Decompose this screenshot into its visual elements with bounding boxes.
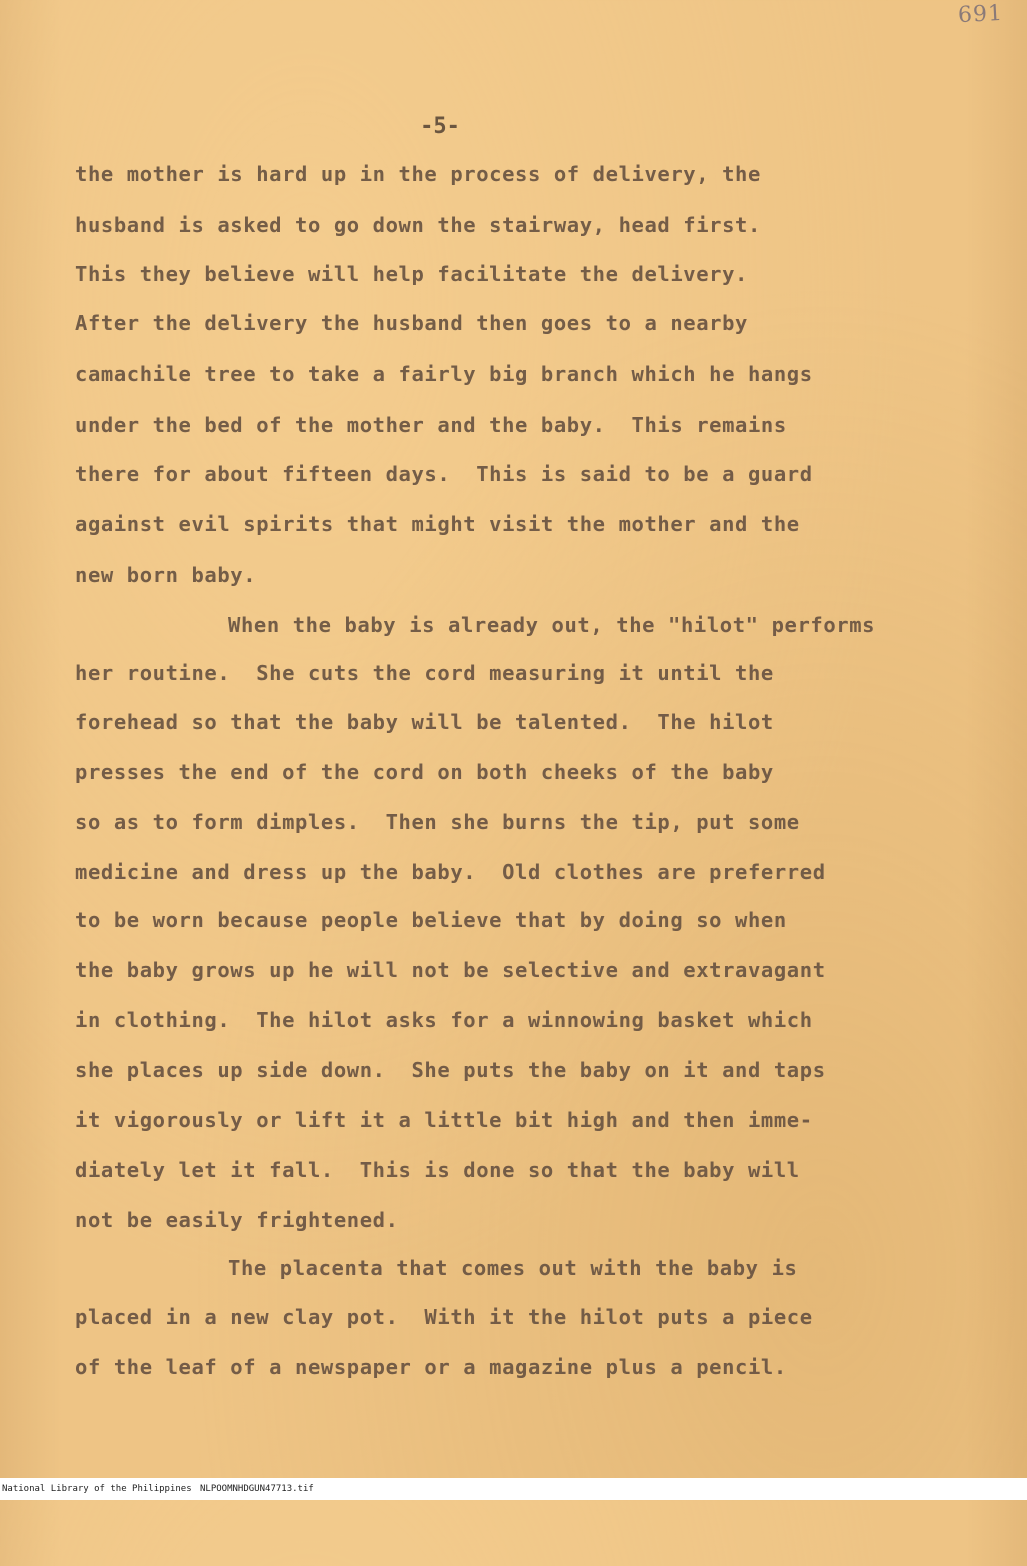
text-line: her routine. She cuts the cord measuring it until the: [75, 661, 774, 685]
text-line: against evil spirits that might visit the mother and the: [75, 512, 800, 536]
text-line: there for about fifteen days. This is said to be a guard: [75, 462, 813, 486]
footer-library-name: National Library of the Philippines: [2, 1484, 192, 1494]
text-line: in clothing. The hilot asks for a winnowing basket which: [75, 1008, 813, 1032]
text-line: so as to form dimples. Then she burns the tip, put some: [75, 810, 800, 834]
text-line: under the bed of the mother and the baby. This remains: [75, 413, 787, 437]
text-line-indented: When the baby is already out, the "hilot" performs: [228, 613, 876, 637]
text-line: it vigorously or lift it a little bit high and then imme-: [75, 1108, 813, 1132]
text-line-indented: The placenta that comes out with the baby is: [228, 1256, 798, 1280]
text-line: of the leaf of a newspaper or a magazine plus a pencil.: [75, 1355, 787, 1379]
text-line: the mother is hard up in the process of delivery, the: [75, 162, 761, 186]
text-line: husband is asked to go down the stairway, head first.: [75, 213, 761, 237]
text-line: placed in a new clay pot. With it the hilot puts a piece: [75, 1305, 813, 1329]
text-line: diately let it fall. This is done so that the baby will: [75, 1158, 800, 1182]
text-line: presses the end of the cord on both cheeks of the baby: [75, 760, 774, 784]
text-line: new born baby.: [75, 563, 257, 587]
text-line: she places up side down. She puts the baby on it and taps: [75, 1058, 826, 1082]
text-line: not be easily frightened.: [75, 1208, 399, 1232]
text-line: This they believe will help facilitate the delivery.: [75, 262, 748, 286]
text-line: the baby grows up he will not be selective and extravagant: [75, 958, 826, 982]
text-line: medicine and dress up the baby. Old clothes are preferred: [75, 860, 826, 884]
footer-filename: NLPOOMNHDGUN47713.tif: [200, 1484, 314, 1494]
text-line: to be worn because people believe that by doing so when: [75, 908, 787, 932]
folio-number: 691: [957, 0, 1004, 29]
text-line: forehead so that the baby will be talented. The hilot: [75, 710, 774, 734]
text-line: After the delivery the husband then goes to a nearby: [75, 311, 748, 335]
scan-footer: [0, 1478, 1027, 1500]
text-line: camachile tree to take a fairly big branch which he hangs: [75, 362, 813, 386]
page-number: -5-: [420, 114, 460, 139]
